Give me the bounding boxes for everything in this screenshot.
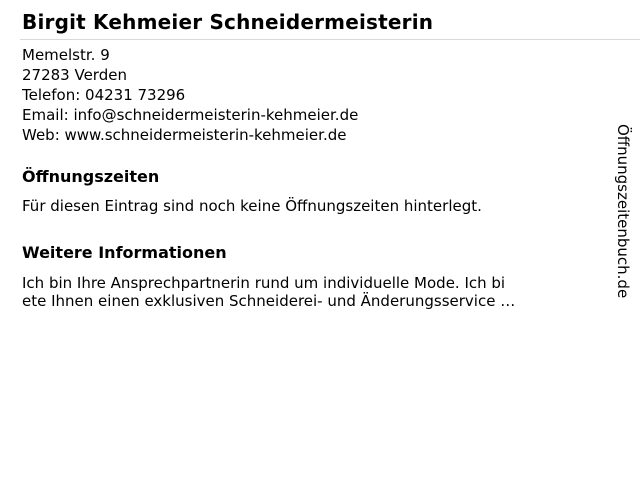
opening-hours-text: Für diesen Eintrag sind noch keine Öffnungszeiten hinterlegt. xyxy=(22,197,482,215)
more-info-line-2: ete Ihnen einen exklusiven Schneiderei- und Änderungsservice … xyxy=(22,292,516,310)
more-info-text xyxy=(22,274,640,310)
page-title: Birgit Kehmeier Schneidermeisterin xyxy=(22,10,434,34)
more-info-line-1: Ich bin Ihre Ansprechpartnerin rund um individuelle Mode. Ich bi xyxy=(22,274,506,292)
address-city: 27283 Verden xyxy=(22,66,127,84)
address-web: Web: www.schneidermeisterin-kehmeier.de xyxy=(22,126,347,144)
title-divider xyxy=(20,39,640,40)
address-block xyxy=(22,45,640,145)
watermark-brand: Öffnungszeitenbuch.de xyxy=(614,124,632,299)
more-info-heading: Weitere Informationen xyxy=(22,243,227,262)
address-phone: Telefon: 04231 73296 xyxy=(22,86,186,104)
address-street: Memelstr. 9 xyxy=(22,46,110,64)
opening-hours-heading: Öffnungszeiten xyxy=(22,167,160,186)
address-email: Email: info@schneidermeisterin-kehmeier.de xyxy=(22,106,359,124)
